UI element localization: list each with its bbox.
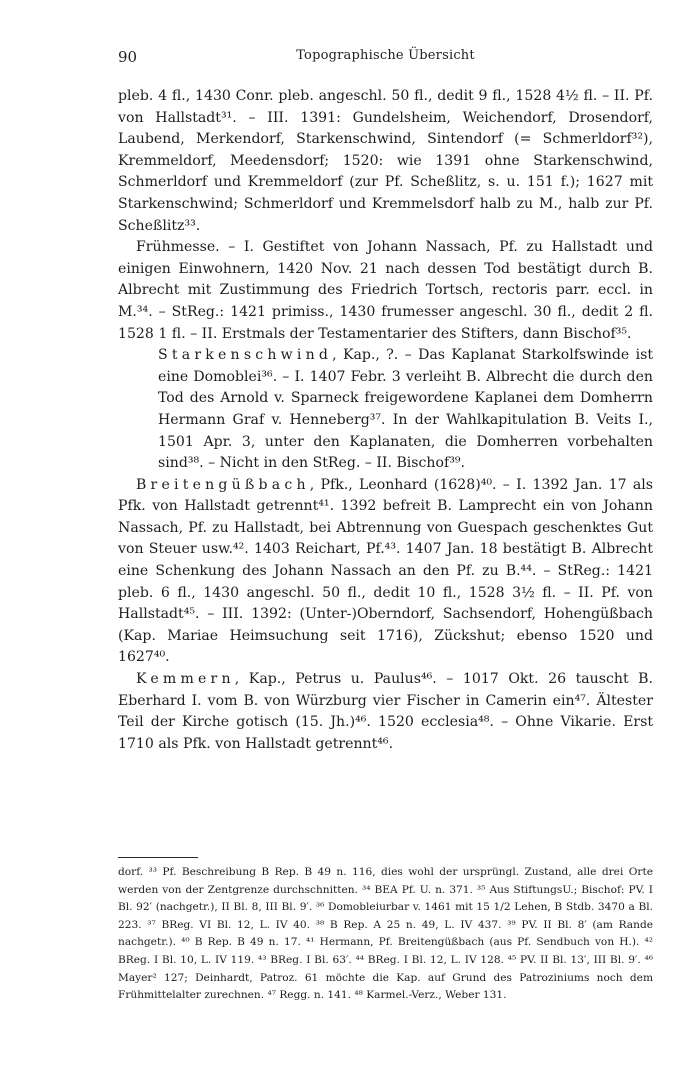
- footnote-divider: [118, 857, 198, 858]
- page-number: 90: [118, 48, 138, 66]
- running-title: Topographische Übersicht: [296, 48, 475, 63]
- paragraph-continuation: pleb. 4 fl., 1430 Conr. pleb. angeschl. 50 fl., dedit 9 fl., 1528 4½ fl. – II. Pf. von Hallstadt³¹. – III. 1391: Gundelsheim, Weichendorf, Drosendorf, Laubend, Merkendorf, Starkenschwind, Sintendorf (= Schmerldorf³²), Kremmeldorf, Meedensdorf; 1520: wie 1391 ohne Starkenschwind, Schmerldorf und Kremmeldorf (zur Pf. Scheßlitz, s. u. 151 f.); 1627 mit Starkenschwind; Schmerldorf und Kremmelsdorf halb zu M., halb zur Pf. Scheßlitz³³.: [118, 88, 653, 234]
- place-name: Kemmern: [136, 671, 235, 688]
- footnote-text: dorf. ³³ Pf. Beschreibung B Rep. B 49 n. 116, dies wohl der ursprüngl. Zustand, alle drei Orte werden von der Zentgrenze durchschnitten. ³⁴ BEA Pf. U. n. 371. ³⁵ Aus StiftungsU.; Bischof: PV. I Bl. 92′ (nachgetr.), II Bl. 8, III Bl. 9′. ³⁶ Domobleiurbar v. 1461 mit 15 1/2 Lehen, B Stdb. 3470 a Bl. 223. ³⁷ BReg. VI Bl. 12, L. IV 40. ³⁸ B Rep. A 25 n. 49, L. IV 437. ³⁹ PV. II Bl. 8′ (am Rande nachgetr.). ⁴⁰ B Rep. B 49 n. 17. ⁴¹ Hermann, Pf. Breitengüßbach (aus Pf. Sendbuch von H.). ⁴² BReg. I Bl. 10, L. IV 119. ⁴³ BReg. I Bl. 63′. ⁴⁴ BReg. I Bl. 12, L. IV 128. ⁴⁵ PV. II Bl. 13′, III Bl. 9′. ⁴⁶ Mayer² 127; Deinhardt, Patroz. 61 möchte die Kap. auf Grund des Patroziniums noch dem Frühmittelalter zurechnen. ⁴⁷ Regg. n. 141. ⁴⁸ Karmel.-Verz., Weber 131.: [118, 866, 653, 1002]
- paragraph-fruehmesse: Frühmesse. – I. Gestiftet von Johann Nassach, Pf. zu Hallstadt und einigen Einwohnern, 1420 Nov. 21 nach dessen Tod bestätigt durch B. Albrecht mit Zustimmung des Friedrich Tortsch, rectoris parr. eccl. in M.³⁴. – StReg.: 1421 primiss., 1430 frumesser angeschl. 30 fl., dedit 2 fl. 1528 1 fl. – II. Erstmals der Testamentarier des Stifters, dann Bischof³⁵.: [118, 239, 653, 342]
- place-name: Starkenschwind: [158, 347, 333, 364]
- entry-kemmern: [118, 669, 653, 755]
- main-text: [118, 86, 653, 755]
- entry-starkenschwind: [158, 345, 653, 475]
- entry-breitenguessbach: [118, 475, 653, 669]
- entry-text: , Pfk., Leonhard (1628)⁴⁰. – I. 1392 Jan. 17 als Pfk. von Hallstadt getrennt⁴¹. 1392 befreit B. Lamprecht ein von Johann Nassach, Pf. zu Hallstadt, bei Abtrennung von Guespach geschenktes Gut von Steuer usw.⁴². 1403 Reichart, Pf.⁴³. 1407 Jan. 18 bestätigt B. Albrecht eine Schenkung des Johann Nassach an den Pf. zu B.⁴⁴. – StReg.: 1421 pleb. 6 fl., 1430 angeschl. 50 fl., dedit 10 fl., 1528 3½ fl. – II. Pf. von Hallstadt⁴⁵. – III. 1392: (Unter-)Oberndorf, Sachsendorf, Hohengüßbach (Kap. Mariae Heimsuchung seit 1716), Zückshut; ebenso 1520 und 1627⁴⁰.: [118, 476, 653, 666]
- entry-text: , Kap., Petrus u. Paulus⁴⁶. – 1017 Okt. 26 tauscht B. Eberhard I. vom B. von Würzburg vier Fischer in Camerin ein⁴⁷. Ältester Teil der Kirche gotisch (15. Jh.)⁴⁶. 1520 ecclesia⁴⁸. – Ohne Vikarie. Erst 1710 als Pfk. von Hallstadt getrennt⁴⁶.: [118, 671, 653, 752]
- entry-text: , Kap., ?. – Das Kaplanat Starkolfswinde ist eine Domoblei³⁶. – I. 1407 Febr. 3 verleiht B. Albrecht die durch den Tod des Arnold v. Sparneck freigewordene Kaplanei dem Domherrn Hermann Graf v. Henneberg³⁷. In der Wahlkapitulation B. Veits I., 1501 Apr. 3, unter den Kaplanaten, die Domherren vorbehalten sind³⁸. – Nicht in den StReg. – II. Bischof³⁹.: [158, 347, 653, 472]
- place-name: Breitengüßbach: [136, 476, 310, 493]
- page-header: [118, 48, 653, 68]
- footnotes: [118, 864, 653, 1005]
